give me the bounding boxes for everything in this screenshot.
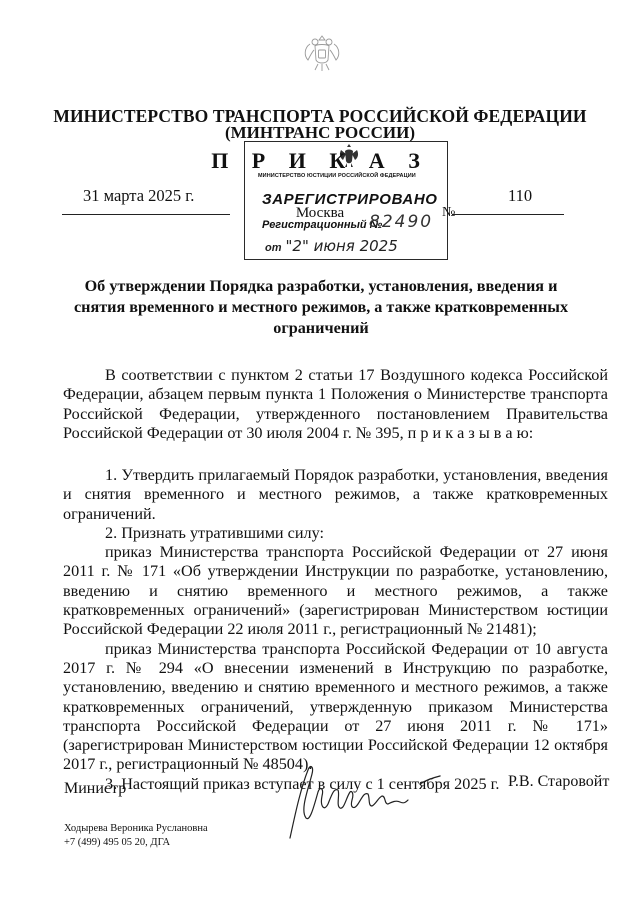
stamp-date — [265, 237, 398, 255]
stamp-organization: МИНИСТЕРСТВО ЮСТИЦИИ РОССИЙСКОЙ ФЕДЕРАЦИИ — [258, 173, 416, 179]
executor-phone: +7 (499) 495 05 20, ДГА — [64, 837, 171, 848]
stamp-date-prefix: от — [265, 242, 282, 254]
executor-info — [64, 822, 208, 850]
signatory-name: Р.В. Старовойт — [508, 773, 610, 790]
preamble-block — [63, 366, 608, 443]
number-sign: № — [442, 205, 456, 220]
order-date: 31 марта 2025 г. — [83, 186, 195, 205]
executor-name: Ходырева Вероника Руслановна — [64, 823, 208, 834]
item-3: 3. Настоящий приказ вступает в силу с 1 сентября 2025 г. — [105, 774, 500, 793]
ministry-name: МИНИСТЕРСТВО ТРАНСПОРТА РОССИЙСКОЙ ФЕДЕРАЦИИ — [53, 106, 587, 126]
item-2a: приказ Министерства транспорта Российской Федерации от 27 июня 2011 г. № 171 «Об утверждении Инструкции по разработке, установлению, введению и снятию временного и местного режимов, а также кратковременных ограничений» (зарегистрирован Министерством юстиции Российской Федерации 22 июля 2011 г., регистрационный № 21481); — [63, 543, 608, 639]
document-type: П Р И К А З — [211, 148, 429, 173]
stamp-reg-number: 82490 — [369, 212, 434, 232]
stamp-registered-label: ЗАРЕГИСТРИРОВАНО — [262, 191, 438, 208]
handwritten-signature — [280, 760, 450, 840]
order-number: 110 — [508, 186, 533, 205]
item-2b: приказ Министерства транспорта Российской Федерации от 10 августа 2017 г. № 294 «О внесении изменений в Инструкцию по разработке, установлению, введению и снятию временного и местного режимов, а также кратковременных ограничений, утвержденную приказом Министерства транспорта Российской Федерации от 27 июня 2011 г. № 171» (зарегистрирован Министерством юстиции Российской Федерации 12 октября 2017 г., регистрационный № 48504). — [63, 639, 608, 774]
preamble-paragraph: В соответствии с пунктом 2 статьи 17 Воздушного кодекса Российской Федерации, абзацем первым пункта 1 Положения о Министерстве транспорта Российской Федерации, утвержденного постановлением Правительства Российской Федерации от 30 июля 2004 г. № 395, п р и к а з ы в а ю: — [63, 366, 608, 442]
signatory-role: Министр — [64, 780, 127, 797]
state-emblem-icon — [300, 30, 344, 74]
stamp-reg-number-label: Регистрационный № — [262, 219, 383, 231]
item-1: 1. Утвердить прилагаемый Порядок разработки, установления, введения и снятия временного и местного режимов, а также кратковременных ограничений. — [63, 466, 608, 523]
stamp-date-value: "2" июня 2025 — [285, 237, 398, 255]
order-items — [63, 466, 608, 794]
document-title: Об утверждении Порядка разработки, установления, введения и снятия временного и местного режимов, а также кратковременных ограничений — [73, 277, 569, 337]
ministry-short-name: (МИНТРАНС РОССИИ) — [224, 123, 416, 142]
item-2: 2. Признать утратившими силу: — [105, 523, 324, 542]
city: Москва — [295, 205, 345, 221]
